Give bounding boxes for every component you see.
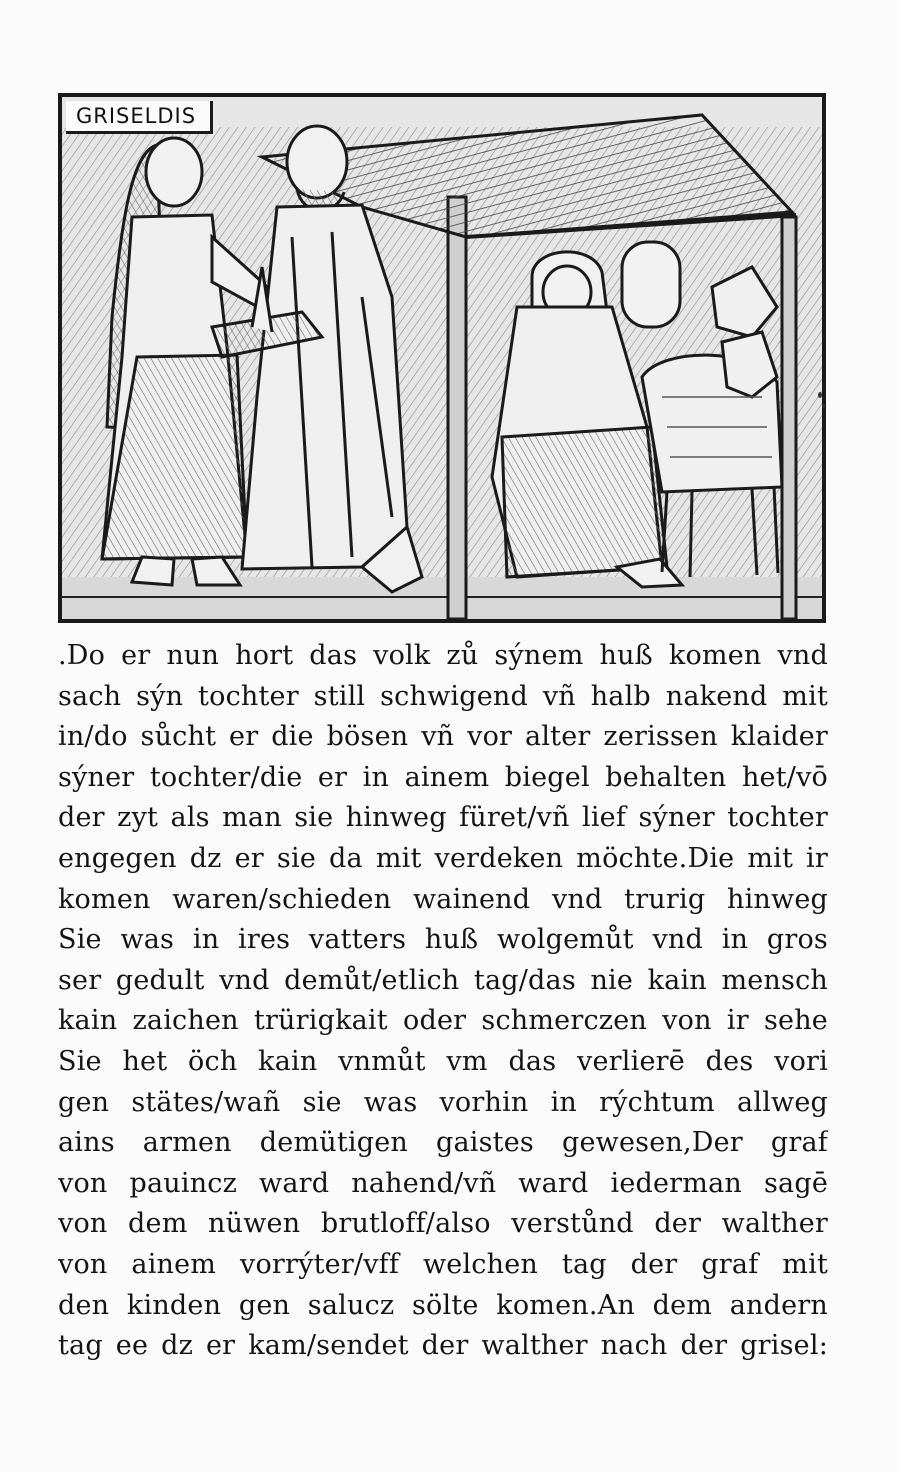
ink-speck xyxy=(822,404,825,408)
text-line: in/do sůcht er die bösen vñ vor alter zerissen klaider xyxy=(58,721,828,753)
text-line: gen stätes/wañ sie was vorhin in rýchtum allweg xyxy=(58,1086,828,1118)
text-line: von pauincz ward nahend/vñ ward iederman sagē xyxy=(58,1167,828,1199)
text-line: sýner tochter/die er in ainem biegel behalten het/vō xyxy=(58,761,828,793)
text-line: Sie was in ires vatters huß wolgemůt vnd in gros xyxy=(58,924,828,956)
text-line: von dem nüwen brutloff/also verstůnd der walther xyxy=(58,1208,828,1240)
text-line: engegen dz er sie da mit verdeken möchte.Die mit ir xyxy=(58,842,828,874)
text-line: Sie het öch kain vnmůt vm das verlierē des vori xyxy=(58,1045,828,1077)
body-text xyxy=(58,636,828,1367)
text-line: tag ee dz er kam/sendet der walther nach der grisel: xyxy=(58,1330,828,1362)
text-line: der zyt als man sie hinweg füret/vñ lief sýner tochter xyxy=(58,802,828,834)
ink-speck xyxy=(818,392,822,398)
text-line: ains armen demütigen gaistes gewesen,Der graf xyxy=(58,1127,828,1159)
text-line: kain zaichen trürigkait oder schmerczen von ir sehe xyxy=(58,1005,828,1037)
woodcut-drawing xyxy=(62,97,822,619)
text-line: komen waren/schieden wainend vnd trurig hinweg xyxy=(58,883,828,915)
illustration-caption: GRISELDIS xyxy=(66,101,213,134)
text-line: .Do er nun hort das volk zů sýnem huß komen vnd xyxy=(58,640,828,671)
text-line: sach sýn tochter still schwigend vñ halb nakend mit xyxy=(58,680,828,712)
text-line: ser gedult vnd demůt/etlich tag/das nie kain mensch xyxy=(58,964,828,996)
text-line: den kinden gen salucz sölte komen.An dem andern xyxy=(58,1289,828,1321)
woodcut-illustration xyxy=(58,93,826,623)
text-line: von ainem vorrýter/vff welchen tag der graf mit xyxy=(58,1248,828,1280)
